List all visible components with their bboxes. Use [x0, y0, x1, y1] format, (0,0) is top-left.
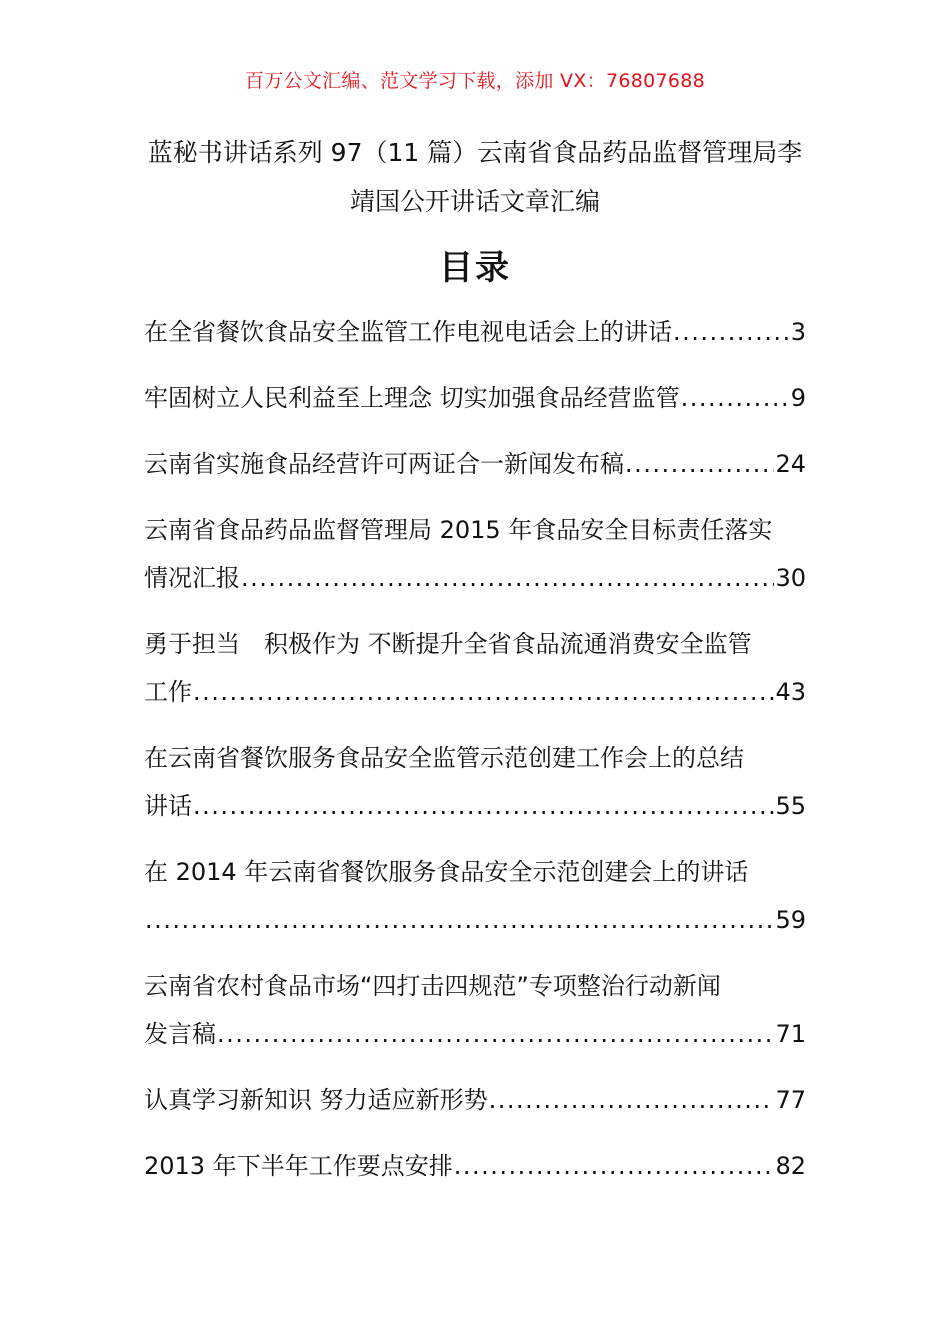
toc-page-number: 30: [775, 564, 806, 592]
toc-entry[interactable]: [144, 1142, 806, 1190]
toc-page-number: 3: [790, 318, 806, 346]
toc-entry[interactable]: [144, 620, 806, 716]
toc-entry-title: 云南省实施食品经营许可两证合一新闻发布稿: [144, 450, 624, 478]
toc-page-number: 71: [775, 1020, 806, 1048]
toc-entry-title: 牢固树立人民利益至上理念 切实加强食品经营监管: [144, 384, 680, 412]
toc-entry-title-line1: 在 2014 年云南省餐饮服务食品安全示范创建会上的讲话: [144, 858, 749, 886]
toc-entry-title: 在全省餐饮食品安全监管工作电视电话会上的讲话: [144, 318, 672, 346]
toc-entry[interactable]: [144, 848, 806, 944]
toc-page-number: 82: [775, 1152, 806, 1180]
toc-page-number: 24: [775, 450, 806, 478]
toc-entry[interactable]: [144, 734, 806, 830]
toc-page-number: 77: [775, 1086, 806, 1114]
toc-page-number: 55: [775, 792, 806, 820]
header-promo-note: 百万公文汇编、范文学习下载，添加 VX：76807688: [244, 70, 706, 92]
document-title: 蓝秘书讲话系列 97（11 篇）云南省食品药品监督管理局李靖国公开讲话文章汇编: [147, 138, 803, 216]
toc-entry[interactable]: [144, 308, 806, 356]
toc-dot-leader: [673, 308, 790, 356]
toc-entry-title: 情况汇报: [144, 564, 240, 592]
toc-entry-title: 2013 年下半年工作要点安排: [144, 1152, 453, 1180]
toc-dot-leader: [193, 782, 774, 830]
toc-entry-title-line1: 云南省农村食品市场“四打击四规范”专项整治行动新闻: [144, 972, 721, 1000]
toc-dot-leader: [241, 554, 774, 602]
toc-heading: 目录: [439, 248, 511, 288]
toc-entry[interactable]: [144, 506, 806, 602]
toc-entry-title-line1: 在云南省餐饮服务食品安全监管示范创建工作会上的总结: [144, 744, 744, 772]
toc-dot-leader: [489, 1076, 775, 1124]
toc-entry-title-line1: 勇于担当 积极作为 不断提升全省食品流通消费安全监管: [144, 630, 752, 658]
toc-dot-leader: [681, 374, 790, 422]
toc-entry[interactable]: [144, 962, 806, 1058]
toc-dot-leader: [217, 1010, 774, 1058]
toc-entry[interactable]: [144, 440, 806, 488]
toc-entry[interactable]: [144, 374, 806, 422]
toc-dot-leader: [193, 668, 774, 716]
table-of-contents: [144, 308, 806, 1208]
toc-entry-title: 认真学习新知识 努力适应新形势: [144, 1086, 488, 1114]
toc-entry[interactable]: [144, 1076, 806, 1124]
toc-page-number: 59: [775, 906, 806, 934]
toc-page-number: 43: [775, 678, 806, 706]
toc-entry-title: 讲话: [144, 792, 192, 820]
toc-page-number: 9: [790, 384, 806, 412]
toc-dot-leader: [625, 440, 774, 488]
toc-dot-leader: [454, 1142, 775, 1190]
toc-entry-title: 发言稿: [144, 1020, 216, 1048]
toc-entry-title-line1: 云南省食品药品监督管理局 2015 年食品安全目标责任落实: [144, 516, 773, 544]
toc-entry-title: 工作: [144, 678, 192, 706]
toc-dot-leader: [145, 896, 774, 944]
